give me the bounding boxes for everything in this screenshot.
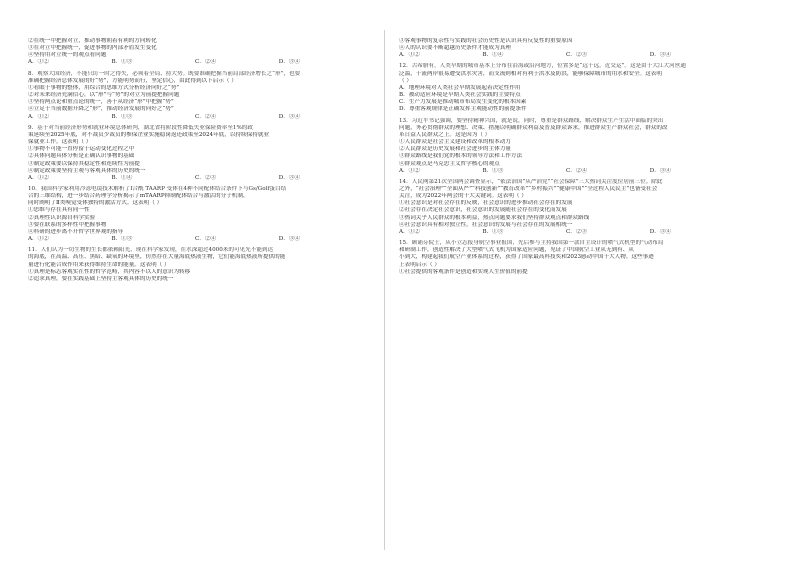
option-line: ①社会意识是对社会存在的反映，社会意识的进步推动社会存在的发展 — [399, 200, 573, 207]
option-line: ②在统一中把握对立，推动事物朝着有利的方向转化 — [28, 38, 157, 44]
question-10 — [28, 186, 390, 243]
option-line: ①真理是标志客观实在性的哲学范畴，其内容不以人的意识为转移 — [28, 268, 191, 275]
option-line: ①社会提供的客观条件是创造和实现人生价值的前提 — [399, 268, 528, 275]
answer-choices: A．①② B．①③ C．②④ D．③④ — [28, 236, 300, 243]
question-11 — [28, 247, 390, 283]
question-stem: 上表明启示（ ） — [399, 261, 440, 268]
option-line: ②追求真理，要在实践基础上坚持主客观具体的历史的统一 — [28, 275, 174, 282]
option-line: ④制定政策要坚持主观与客观具体的历史的统一 — [28, 167, 146, 174]
option-line: ③坚持两点论和重点论的统一，善于从经济“形”中把握“势” — [28, 99, 174, 106]
option-line: ①看眼于事物的整体，用综合的思维方式分析经济向好之“势” — [28, 84, 180, 91]
question-9 — [28, 125, 390, 182]
option-line: ④科研的进步离不开哲学世界观的指导 — [28, 228, 124, 235]
answer-choices: A．①② B．①③ C．②④ D．③④ — [28, 59, 300, 66]
question-stem: 策延续至2025年底，对不裁员少裁员的参保企业实施稳岗返还政策至2024年底，以持续保持就业 — [28, 131, 270, 138]
option-line: ②真理性认识源自科学实验 — [28, 214, 96, 221]
option-line: B．被动适应环境是早期人类社会实践的主要特点 — [399, 92, 521, 99]
left-column — [28, 38, 390, 283]
option-line: ③要在联系的多样性中把握事物 — [28, 221, 107, 228]
question-stem: 和研制工作，创造性解决了大型喷气式飞机为国家适应问题，见证了中国航空工业从无到有、从 — [399, 247, 634, 254]
question-stem: 泛滥，干流两岸很易遭受洪水灾害，而支流则相对有利于洪水及防洪，能够保障城市的用水和安全。这表明 — [399, 70, 662, 77]
question-stem: 的海底，在高温、高压、黑暗、缺氧的环境里，仿然存在大量海底热液生物，它们能海底热液所提供的能 — [28, 254, 286, 261]
question-stem: 15．顾诵芬院士，从小立志报身航空事业报国，先后参与主持我国第一款自主设计的喷气式机型的气动布局 — [399, 240, 664, 247]
option-line: ④坚持用对立统一的观点看问题 — [28, 52, 107, 59]
question-stem: 小到大，构建起我们航空产业体系的过程，获得了国家最高科技奖和2023感动中国十大人物。这些事迹 — [399, 254, 654, 261]
question-13 — [399, 118, 761, 175]
question-stem: 关注，成为2022年两会的十大关键词。这表明（ ） — [399, 193, 527, 200]
option-line: ④群众观点是马克思主义哲学核心的观点 — [399, 160, 500, 167]
option-line: ③在对立中把握统一，促进事物的内部矛盾发生变化 — [28, 45, 157, 52]
question-stem: 12．古希腊有，人类早期的城市基本上分布在沿海或沿河地方，位置多是“远千远，近交运”。这是由于大江大河丝通 — [399, 63, 686, 70]
question-8 — [28, 71, 390, 121]
question-stem: 合的三维结构，进一步结合药理学分析揭示了mTAARP抑制配体结合与激活的分子机制， — [28, 193, 249, 200]
question-stem: 保就业工作。这表明（ ） — [28, 139, 92, 146]
option-line: ①人民群众是社会主义建设和改革的根本动力 — [399, 139, 511, 146]
question-stem: 9．基于对当前经济形势和就业环境总体研判，湖北省将阶段性降低失业保险费率至1%的政 — [28, 124, 253, 131]
question-12 — [399, 63, 761, 113]
option-line: A．地理环境对人类社会早期发展起着决定性作用 — [399, 84, 521, 91]
option-line: ③热词关乎人民群众的根本利益，热点问题要求我们坚持群众观点和群众路线 — [399, 214, 590, 221]
option-line: ②人民群众是历史发展和社会进步的主体力量 — [399, 146, 511, 153]
question-stem: 13．习近平书记强调，要坚持精神兴国，就是说，同时，尊重是群众路线，解决群众生产生活中面临的突出 — [399, 117, 664, 124]
answer-choices: A．①② B．①④ C．②③ D．③④ — [399, 52, 671, 59]
option-line: D．尊重客观规律是正确发挥主观能动性的前提条件 — [399, 106, 527, 113]
question-stem: 量进行化能合成作用来获得维持生命的能量。这表明（ ） — [28, 261, 170, 268]
option-line: ③制定政策要以保持其稳定性和连续性为前提 — [28, 160, 140, 167]
question-stem: 问题，务必贯彻群众的理想、决策、措施以明确群众利益及普及群众诉求，推进群众生产群众社会，群众的改 — [399, 124, 668, 131]
option-line: C．生产力发展是推动城市布局发生变化的根本因素 — [399, 99, 527, 106]
option-line: ①事物不可能一直停留于运动变化过程之中 — [28, 146, 135, 153]
question-stem: 准确把握经济总体发展的好“势”，方能明势而行，坚定信心，由此得到以下启示（ ） — [28, 77, 237, 84]
option-line: ②社会存在决定社会意识，社会意识的发展随社会存在的变化而发展 — [399, 207, 567, 214]
question-15 — [399, 240, 761, 276]
question-stem: 8．观察大国经济，不能只盯一时之得失，必须着全局、持大势。既要准确把握当前局部经济增长之“形”，也要 — [28, 70, 301, 77]
question-stem: 之外，“社会治理”“全面从严”“科技创新”“教育改革”“乡村振兴”“健康中国”“全过程人民民主”也备受社会 — [399, 185, 658, 192]
option-line: ②具体问题具体分析是正确认识事物的基础 — [28, 153, 135, 160]
question-stem: 10．我国科学家利用冷冻电镜技术解析了Ⅰ合酰 TAARP 受体在4种不同配体结合条件下与Gs/Golf蛋白结 — [28, 185, 287, 192]
option-line: ④社会意识具有相对独立性，社会意识的发展与社会存在的发展相统一 — [399, 221, 573, 228]
option-line: ①思维与存在具有同一性 — [28, 207, 90, 214]
answer-choices: A．①② B．①③ C．②④ D．③④ — [28, 113, 300, 120]
answer-choices: A．①② B．①③ C．②③ D．③④ — [399, 228, 671, 235]
question-stem: 14．人民网第21次全国两会调查显示，“依法治国”从严治党”“社会保障”三大热词关注度位居前三位。除此 — [399, 178, 663, 185]
option-line: ④立足于当前数据升降之“形”，推动经济发展的向好之“势” — [28, 106, 174, 113]
question-stem: 11．人们认为一切生物的生长都依赖阳光，现在科学家发现，在水深超过4000米的可见光不能到达 — [28, 247, 274, 254]
question-14 — [399, 179, 761, 236]
option-line: ②对未来经济充满信心，以“形”与“势”的对立为前提把握问题 — [28, 92, 180, 99]
question-stem: （ ） — [399, 77, 412, 84]
right-column — [399, 38, 761, 276]
answer-choices: A．①② B．①③ C．②④ D．③④ — [399, 167, 671, 174]
answer-choices: A．①② B．①④ C．②③ D．③④ — [28, 174, 300, 181]
option-line: ④人的认识要不断超越历史条件才能成为真理 — [399, 45, 511, 52]
question-stem: 革日益人民群众之上。这是因为（ ） — [399, 131, 491, 138]
question-stem: 同时阐明了Ⅱ类嗅觉受体独特的激活方式。这表明（ ） — [28, 200, 163, 207]
option-line: ③客观事物的复杂性与实践的社会历史性是认识具有反复性的重要原因 — [399, 38, 573, 44]
option-line: ③群众路线是我们党的根本的领导方法和工作方法 — [399, 153, 523, 160]
